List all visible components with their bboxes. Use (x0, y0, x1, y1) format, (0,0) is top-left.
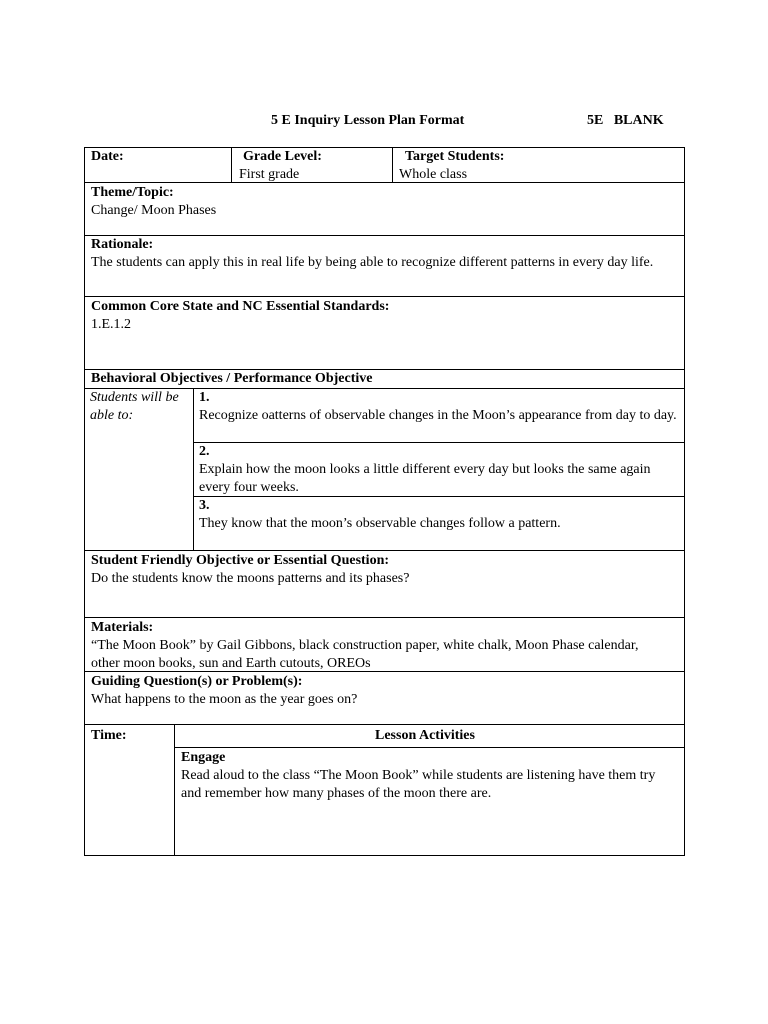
theme-label: Theme/Topic: (91, 185, 174, 200)
objective-2-number: 2. (199, 444, 210, 459)
document-title: 5 E Inquiry Lesson Plan Format (271, 113, 465, 128)
document-tag: 5E BLANK (587, 113, 664, 128)
objective-1-number: 1. (199, 390, 210, 405)
target-students-label: Target Students: (405, 149, 505, 164)
grade-level-value: First grade (239, 167, 300, 182)
theme-value: Change/ Moon Phases (91, 203, 217, 218)
target-students-value: Whole class (399, 167, 468, 182)
standards-value: 1.E.1.2 (91, 317, 132, 332)
materials-value: “The Moon Book” by Gail Gibbons, black construction paper, white chalk, Moon Phase calendar, other moon books, sun and Earth cutouts, OREOs (91, 638, 639, 671)
student-objective-value: Do the students know the moons patterns and its phases? (91, 571, 410, 586)
rationale-value: The students can apply this in real life by being able to recognize different patterns in every day life. (91, 255, 654, 270)
objective-2-text: Explain how the moon looks a little different every day but looks the same again every four weeks. (199, 462, 651, 495)
rationale-label: Rationale: (91, 237, 154, 252)
lesson-activities-header: Lesson Activities (375, 728, 475, 743)
engage-label: Engage (181, 750, 226, 765)
objective-3-number: 3. (199, 498, 210, 513)
engage-text: Read aloud to the class “The Moon Book” while students are listening have them try and remember how many phases of the moon there are. (181, 768, 656, 801)
grade-level-label: Grade Level: (243, 149, 322, 164)
materials-label: Materials: (91, 620, 154, 635)
guiding-question-label: Guiding Question(s) or Problem(s): (91, 674, 303, 689)
objective-3-text: They know that the moon’s observable changes follow a pattern. (199, 516, 561, 531)
date-label: Date: (91, 149, 124, 164)
student-objective-label: Student Friendly Objective or Essential Question: (91, 553, 390, 568)
students-will-label: Students will be able to: (90, 390, 179, 423)
guiding-question-value: What happens to the moon as the year goes on? (91, 692, 358, 707)
objectives-label: Behavioral Objectives / Performance Objective (91, 371, 373, 386)
time-label: Time: (91, 728, 127, 743)
standards-label: Common Core State and NC Essential Standards: (91, 299, 390, 314)
objective-1-text: Recognize oatterns of observable changes in the Moon’s appearance from day to day. (199, 408, 677, 423)
